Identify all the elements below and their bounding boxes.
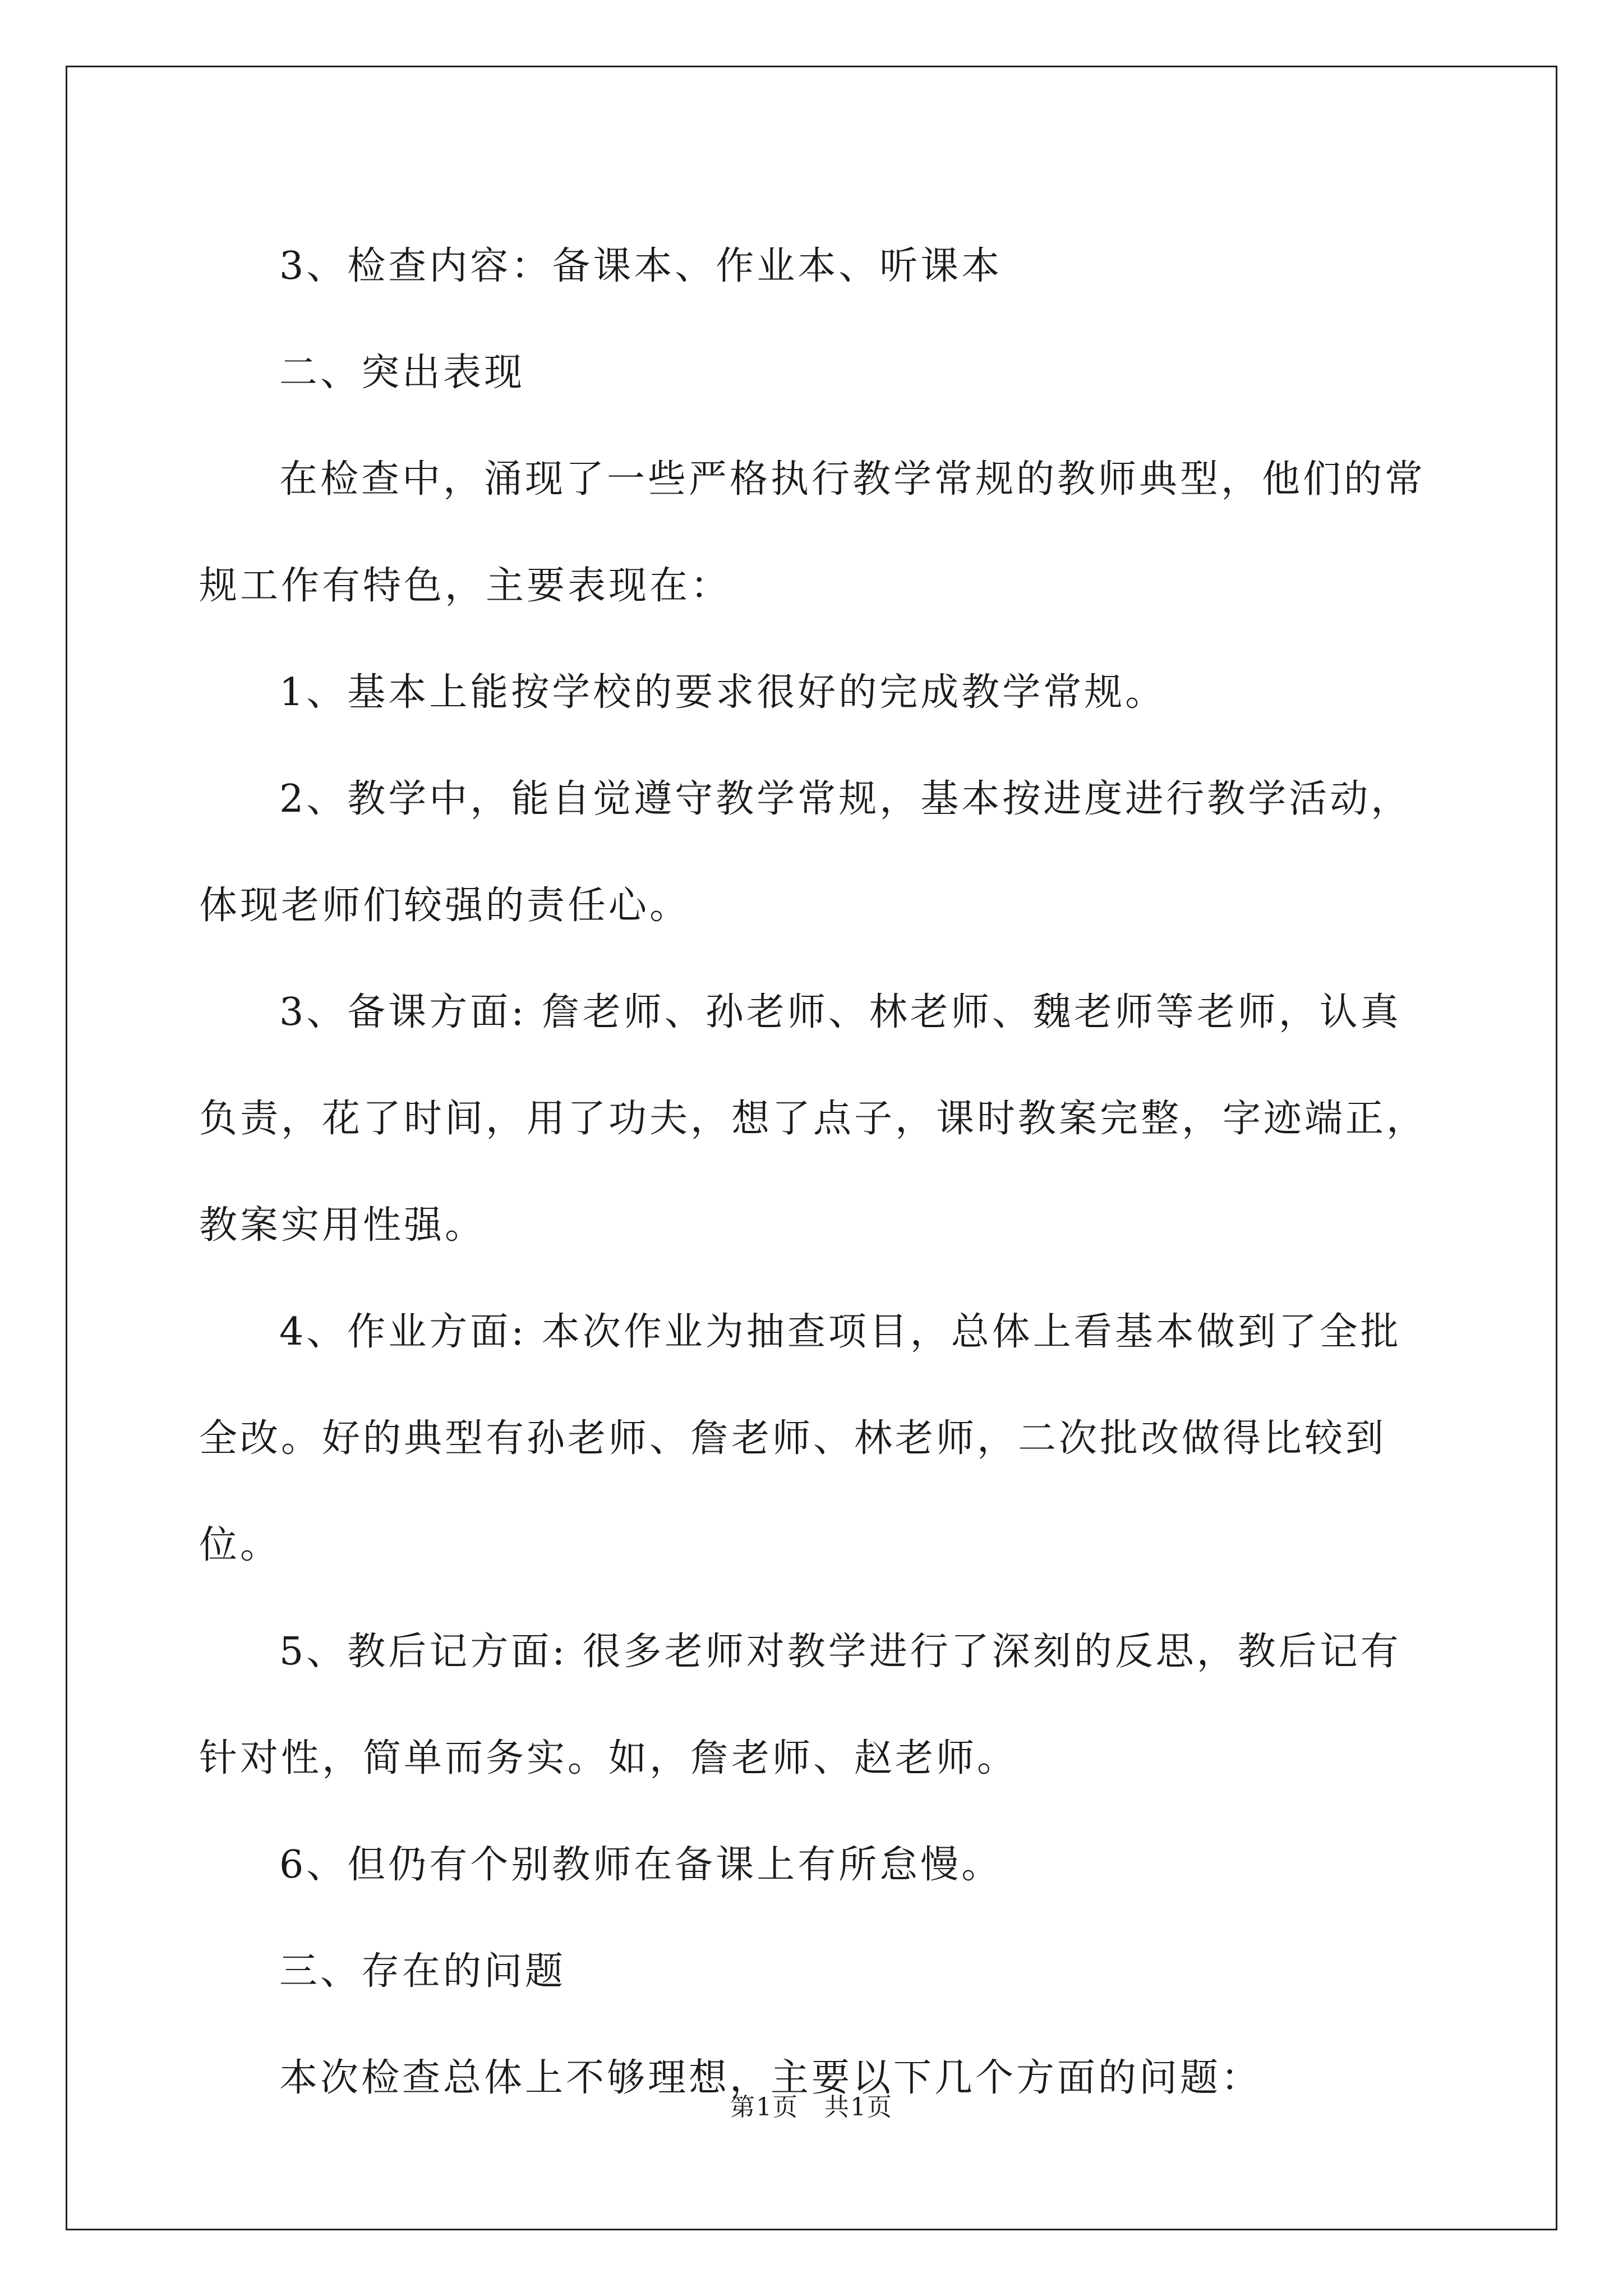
paragraph-item-4: 4、作业方面: 本次作业为抽查项目，总体上看基本做到了全批全改。好的典型有孙老师、詹老师、林老师，二次批改做得比较到位。 — [199, 1310, 1401, 1567]
paragraph-item-6: 6、但仍有个别教师在备课上有所怠慢。 — [279, 1843, 1003, 1887]
section-heading-highlights: 二、突出表现 — [279, 351, 525, 395]
page-footer: 第1页 共1页 — [730, 2093, 893, 2122]
section-heading-problems: 三、存在的问题 — [279, 1949, 566, 1994]
paragraph-item-1: 1、基本上能按学校的要求很好的完成教学常规。 — [279, 670, 1166, 715]
paragraph-item-2: 2、教学中，能自觉遵守教学常规，基本按进度进行教学活动，体现老师们较强的责任心。 — [199, 777, 1412, 928]
paragraph-problems-intro: 本次检查总体上不够理想，主要以下几个方面的问题： — [279, 2056, 1262, 2100]
paragraph-item-5: 5、教后记方面: 很多老师对教学进行了深刻的反思，教后记有针对性，简单而务实。如，詹老师、赵老师。 — [199, 1630, 1401, 1780]
paragraph-check-content: 3、检查内容：备课本、作业本、听课本 — [279, 244, 1003, 288]
paragraph-item-3: 3、备课方面: 詹老师、孙老师、林老师、魏老师等老师，认真负责，花了时间，用了功夫，想了点子，课时教案完整，字迹端正，教案实用性强。 — [199, 990, 1428, 1248]
document-body — [199, 213, 1427, 2132]
paragraph-intro-highlights: 在检查中，涌现了一些严格执行教学常规的教师典型，他们的常规工作有特色，主要表现在： — [199, 457, 1426, 608]
